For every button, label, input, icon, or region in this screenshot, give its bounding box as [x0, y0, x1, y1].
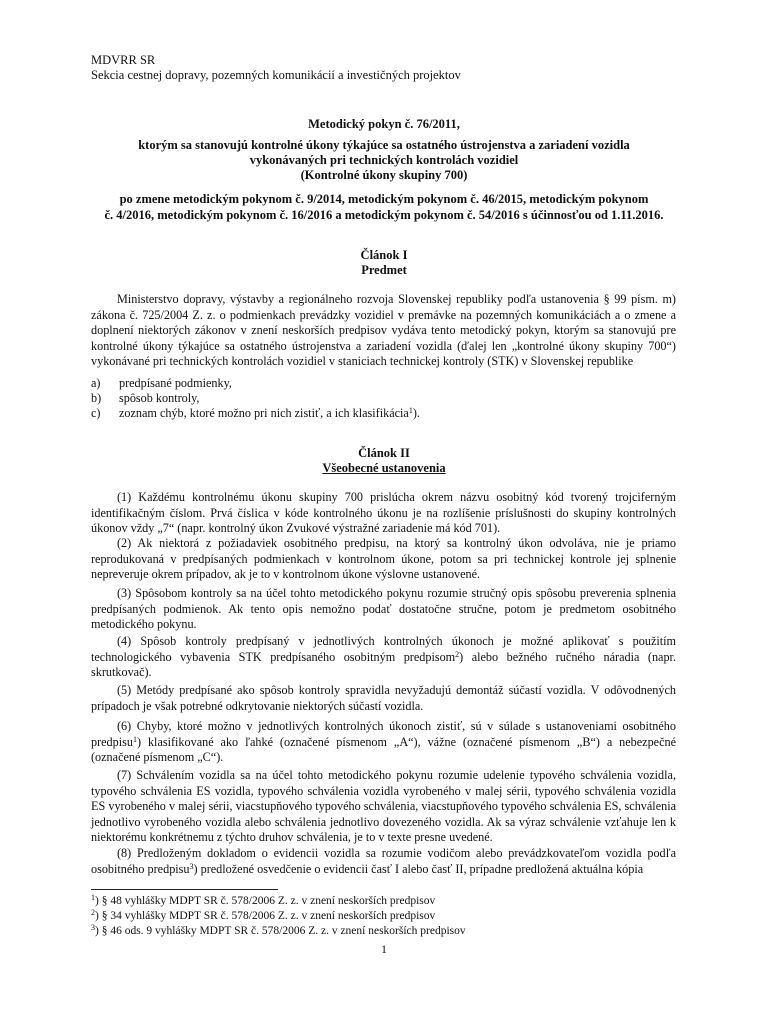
article2-number: Článok II [358, 446, 410, 460]
article2-paragraph-6: (6) Chyby, ktoré možno v jednotlivých kontrolných úkonoch zistiť, sú v súlade s ustanoveniami osobitného predpisu$^1$) klasifikované ako ľahké (označené písmenom „A“), vážne (označené písmenom „B“) a nebezpečné (označené písmenom „C“). [91, 719, 676, 765]
page-number: 1 [381, 942, 387, 956]
article2-paragraph-3: (3) Spôsobom kontroly sa na účel tohto metodického pokynu rozumie stručný opis spôsobu preverenia splnenia predpísaných podmienok. Ak tento opis nemožno podať dostatočne stručne, potom je predmetom osobitného metodického pokynu. [91, 586, 676, 632]
doc-title: Metodický pokyn č. 76/2011, [308, 117, 460, 131]
article2-paragraph-4: (4) Spôsob kontroly predpísaný v jednotlivých kontrolných úkonoch je možné aplikovať s použitím technologického vybavenia STK predpísaného osobitným predpisom$^2$) alebo bežného ručného náradia (napr. skrutkovač). [91, 634, 676, 680]
doc-subtitle-line3: (Kontrolné úkony skupiny 700) [300, 168, 468, 182]
article2-paragraph-2: (2) Ak niektorá z požiadaviek osobitného predpisu, na ktorý sa kontrolný úkon odvoláva, nie je priamo reprodukovaná v predpísaných podmienkach v kontrolnom úkone, potom sa pri technickej kontrole jej splnenie nepreveruje okrem prípadov, ak je to v kontrolnom úkone výslovne ustanovené. [91, 536, 676, 582]
article1-number: Článok I [360, 248, 408, 262]
header-section: Sekcia cestnej dopravy, pozemných komunikácií a investičných projektov [91, 68, 461, 82]
doc-subtitle-line1: ktorým sa stanovujú kontrolné úkony týkajúce sa ostatného ústrojenstva a zariadení vozidla [138, 138, 630, 152]
amendments-line2: č. 4/2016, metodickým pokynom č. 16/2016 a metodickým pokynom č. 54/2016 s účinnosťou od 1.11.2016. [104, 208, 664, 222]
article2-paragraph-8: (8) Predloženým dokladom o evidencii vozidla sa rozumie vodičom alebo prevádzkovateľom vozidla podľa osobitného predpisu$^3$) predložené osvedčenie o evidencii časť I alebo časť II, prípadne predložená aktuálna kópia [91, 846, 676, 876]
article1-item-a: a) predpísané podmienky, [91, 376, 232, 390]
header-org: MDVRR SR [91, 53, 156, 67]
doc-subtitle-line2: vykonávaných pri technických kontrolách vozidiel [249, 153, 519, 167]
article2-paragraph-1: (1) Každému kontrolnému úkonu skupiny 700 prislúcha okrem názvu osobitný kód tvorený trojciferným identifikačným číslom. Prvá číslica v kóde kontrolného úkonu je na rozlíšenie príslušnosti do skupiny kontrolných úkonov vždy „7“ (napr. kontrolný úkon Zvukové výstražné zariadenie má kód 701). [91, 490, 676, 536]
article1-item-b: b) spôsob kontroly, [91, 391, 200, 405]
footnote-1: $^1$) § 48 vyhlášky MDPT SR č. 578/2006 Z. z. v znení neskorších predpisov [91, 893, 436, 907]
footnote-separator [91, 889, 278, 890]
footnote-3: $^3$) § 46 ods. 9 vyhlášky MDPT SR č. 578/2006 Z. z. v znení neskorších predpisov [91, 923, 466, 937]
article1-item-c: c) zoznam chýb, ktoré možno pri nich zistiť, a ich klasifikácia$^1$). [91, 406, 420, 420]
footnote-2: $^2$) § 34 vyhlášky MDPT SR č. 578/2006 Z. z. v znení neskorších predpisov [91, 908, 436, 922]
article1-title: Predmet [361, 263, 407, 277]
amendments-line1: po zmene metodickým pokynom č. 9/2014, metodickým pokynom č. 46/2015, metodickým pokynom [119, 192, 649, 206]
article2-paragraph-7: (7) Schválením vozidla sa na účel tohto metodického pokynu rozumie udelenie typového schválenia vozidla, typového schválenia ES vozidla, typového schválenia vozidla vyrobeného v malej sérii, typového schválenia vozidla ES vyrobeného v malej sérii, viacstupňového typového schválenia, viacstupňového typového schválenia ES, schválenia jednotlivo vyrobeného vozidla alebo schválenia jednotlivo dovezeného vozidla. Ak sa výraz schválenie vzťahuje len k niektorému konkrétnemu z týchto druhov schválenia, je to v texte presne uvedené. [91, 768, 676, 845]
article2-paragraph-5: (5) Metódy predpísané ako spôsob kontroly spravidla nevyžadujú demontáž súčastí vozidla. V odôvodnených prípadoch je však potrebné odkrytovanie niektorých súčastí vozidla. [91, 683, 676, 713]
article1-intro: Ministerstvo dopravy, výstavby a regionálneho rozvoja Slovenskej republiky podľa ustanovenia § 99 písm. m) zákona č. 725/2004 Z. z. o podmienkach prevádzky vozidiel v premávke na pozemných komunikáciách a o zmene a doplnení niektorých zákonov v znení neskorších predpisov vydáva tento metodický pokyn, ktorým sa stanovujú pre kontrolné úkony týkajúce sa ostatného ústrojenstva a zariadení vozidla (ďalej len „kontrolné úkony skupiny 700“) vykonávané pri technických kontrolách vozidiel v staniciach technickej kontroly (STK) v Slovenskej republike [91, 292, 676, 369]
article2-title: Všeobecné ustanovenia [322, 461, 446, 475]
